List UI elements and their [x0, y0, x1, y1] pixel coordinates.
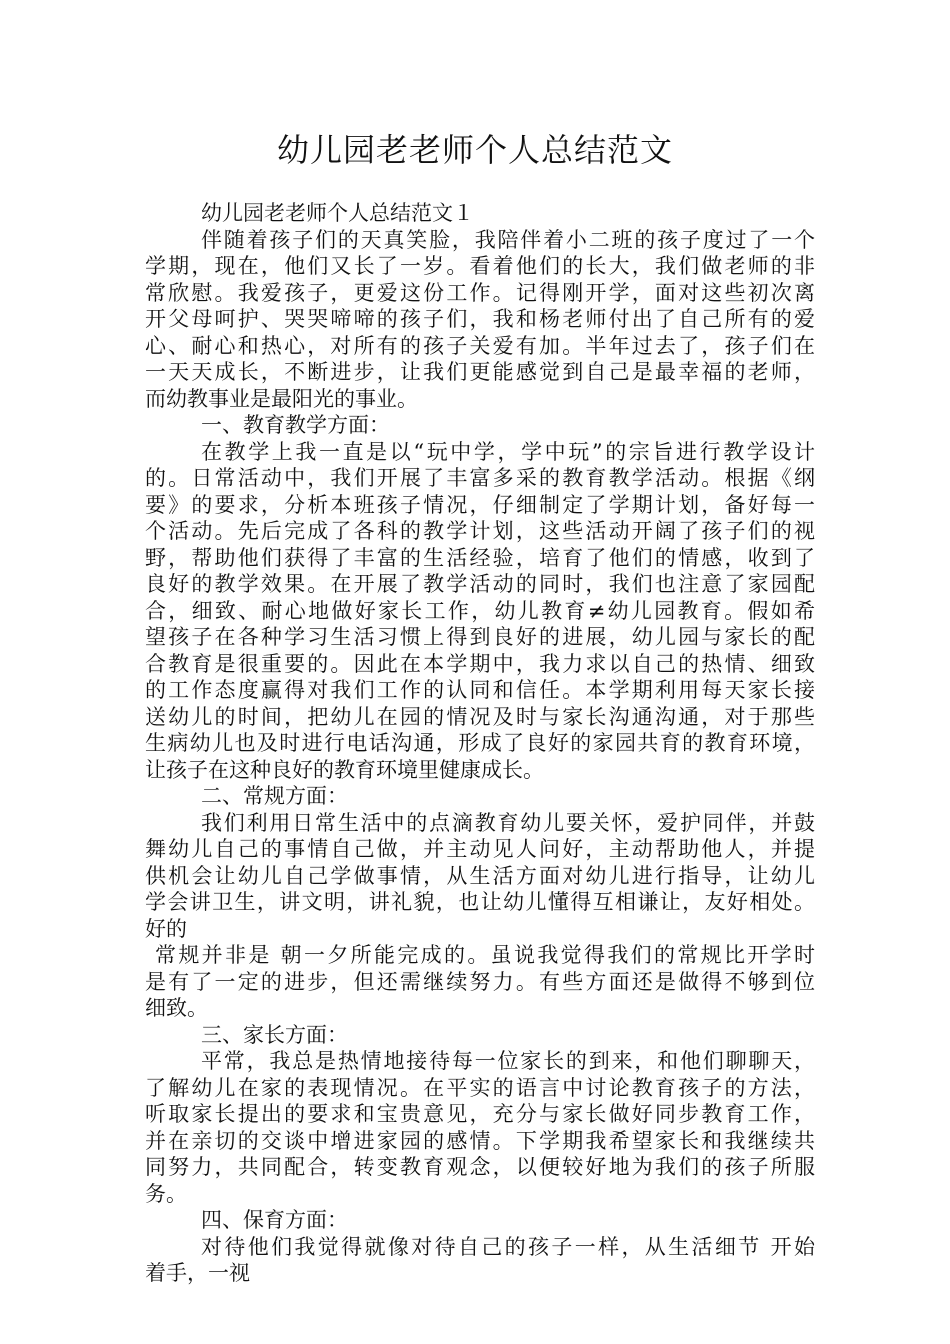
text-line: 开父母呵护、哭哭啼啼的孩子们，我和杨老师付出了自己所有的爱 — [145, 307, 815, 331]
text-line: 一天天成长，不断进步，让我们更能感觉到自己是最幸福的老师， — [145, 360, 815, 384]
text-line: 好的 — [145, 916, 187, 941]
text-line: 三、家长方面： — [201, 1022, 348, 1047]
text-line: 要》的要求，分析本班孩子情况，仔细制定了学期计划，备好每一 — [145, 492, 815, 517]
text-line: 学期，现在，他们又长了一岁。看着他们的长大，我们做老师的非 — [145, 254, 815, 278]
text-line: 幼儿园老老师个人总结范文１ — [201, 201, 474, 225]
text-line: 并在亲切的交谈中增进家园的感情。下学期我希望家长和我继续共 — [145, 1128, 815, 1153]
text-line: 务。 — [145, 1181, 187, 1206]
text-line: 野，帮助他们获得了丰富的生活经验，培育了他们的情感，收到了 — [145, 545, 815, 570]
text-line: 是有了一定的进步，但还需继续努力。有些方面还是做得不够到位 — [145, 969, 815, 994]
text-line: 二、常规方面： — [201, 784, 348, 808]
text-line: 在教学上我一直是以“玩中学，学中玩”的宗旨进行教学设计 — [201, 439, 815, 464]
text-line: 合，细致、耐心地做好家长工作，幼儿教育≠幼儿园教育。假如希 — [145, 598, 815, 623]
page-title: 幼儿园老老师个人总结范文 — [276, 131, 673, 169]
text-line: 伴随着孩子们的天真笑脸，我陪伴着小二班的孩子度过了一个 — [201, 227, 815, 252]
text-line: 对待他们我觉得就像对待自己的孩子一样，从生活细节 开始 — [201, 1234, 815, 1259]
text-line: 学会讲卫生，讲文明，讲礼貌，也让幼儿懂得互相谦让，友好相处。 — [145, 890, 815, 914]
text-line: 我们利用日常生活中的点滴教育幼儿要关怀，爱护同伴，并鼓 — [201, 810, 815, 835]
text-line: 而幼教事业是最阳光的事业。 — [145, 386, 418, 411]
text-line: 的工作态度赢得对我们工作的认同和信任。本学期利用每天家长接 — [145, 678, 815, 702]
text-line: 舞幼儿自己的事情自己做，并主动见人问好，主动帮助他人，并提 — [145, 837, 815, 861]
text-line: 着手，一视 — [145, 1261, 250, 1285]
text-line: 了解幼儿在家的表现情况。在平实的语言中讨论教育孩子的方法， — [145, 1075, 815, 1100]
text-line: 良好的教学效果。在开展了教学活动的同时，我们也注意了家园配 — [145, 572, 815, 596]
text-line: 让孩子在这种良好的教育环境里健康成长。 — [145, 757, 544, 782]
text-line: 听取家长提出的要求和宝贵意见，充分与家长做好同步教育工作， — [145, 1102, 815, 1126]
text-line: 一、教育教学方面： — [201, 413, 390, 437]
text-line: 常欣慰。我爱孩子，更爱这份工作。记得刚开学，面对这些初次离 — [145, 280, 815, 305]
text-line: 个活动。先后完成了各科的教学计划，这些活动开阔了孩子们的视 — [145, 519, 815, 543]
text-line: 供机会让幼儿自己学做事情，从生活方面对幼儿进行指导，让幼儿 — [145, 863, 815, 888]
text-line: 平常，我总是热情地接待每一位家长的到来，和他们聊聊天， — [201, 1049, 815, 1073]
text-line: 合教育是很重要的。因此在本学期中，我力求以自己的热情、细致 — [145, 651, 815, 676]
document-body — [145, 200, 815, 1287]
text-line: 心、耐心和热心，对所有的孩子关爱有加。半年过去了，孩子们在 — [145, 333, 815, 358]
text-line: 同努力，共同配合，转变教育观念，以便较好地为我们的孩子所服 — [145, 1155, 815, 1179]
text-line: 送幼儿的时间，把幼儿在园的情况及时与家长沟通沟通，对于那些 — [145, 704, 815, 729]
text-line: 望孩子在各种学习生活习惯上得到良好的进展，幼儿园与家长的配 — [145, 625, 815, 649]
text-line: 的。日常活动中，我们开展了丰富多采的教育教学活动。根据《纲 — [145, 466, 815, 490]
text-line: 四、保育方面： — [201, 1208, 348, 1232]
text-line: 生病幼儿也及时进行电话沟通，形成了良好的家园共育的教育环境， — [145, 731, 815, 755]
text-line: 常规并非是 朝一夕所能完成的。虽说我觉得我们的常规比开学时 — [155, 943, 815, 967]
text-line: 细致。 — [145, 996, 208, 1020]
